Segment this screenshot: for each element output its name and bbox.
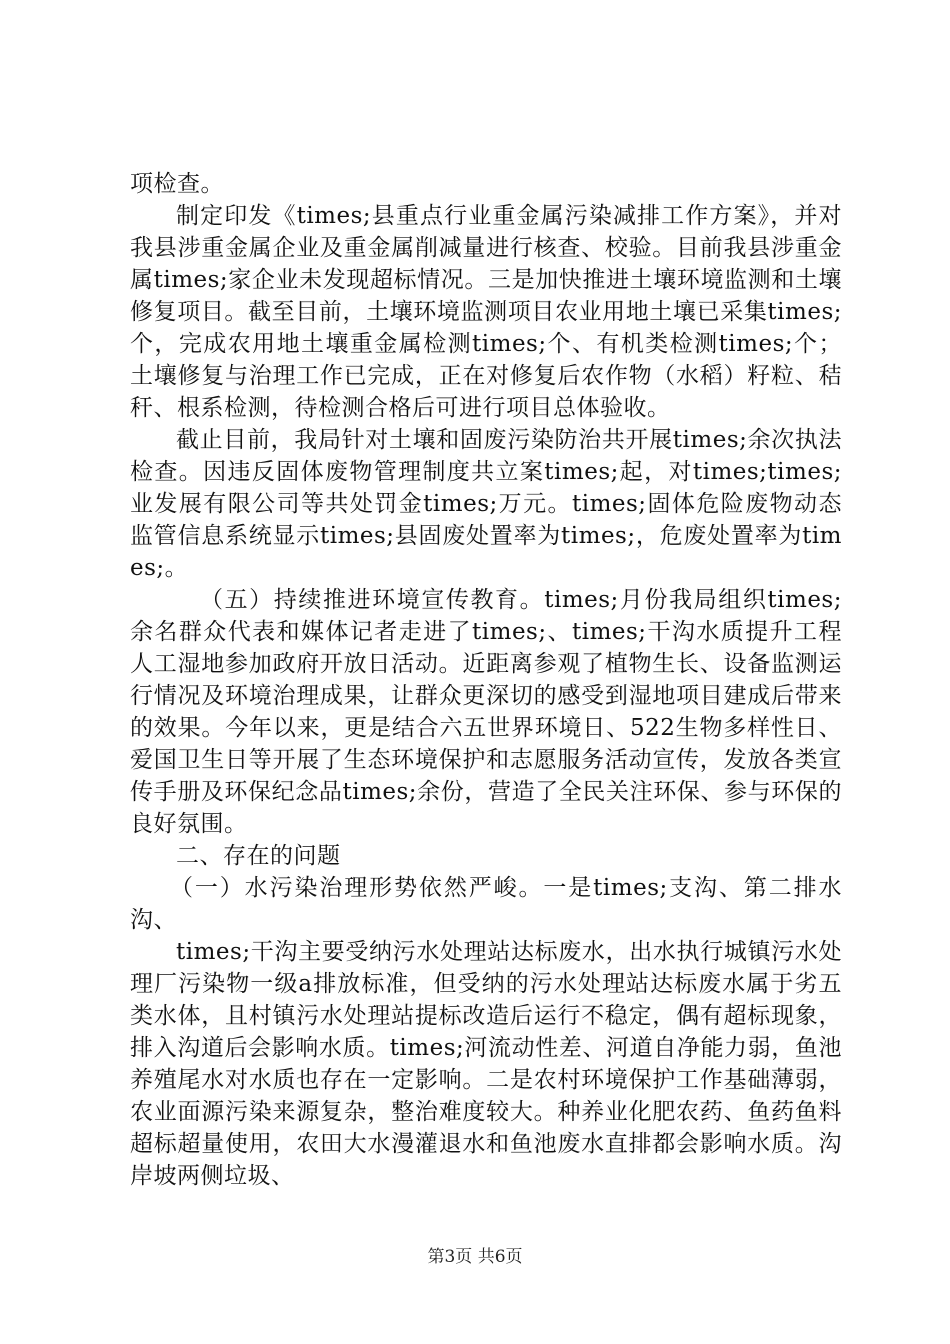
- paragraph-6: times;干沟主要受纳污水处理站达标废水，出水执行城镇污水处理厂污染物一级a排放标准，但受纳的污水处理站达标废水属于劣五类水体，且村镇污水处理站提标改造后运行不稳定，偶有超标现象，排入沟道后会影响水质。times;河流动性差、河道自净能力弱，鱼池养殖尾水对水质也存在一定影响。二是农村环境保护工作基础薄弱，农业面源污染来源复杂，整治难度较大。种养业化肥农药、鱼药鱼料超标超量使用，农田大水漫灌退水和鱼池废水直排都会影响水质。沟岸坡两侧垃圾、: [130, 939, 842, 1189]
- page-footer: 第3页 共6页: [427, 1247, 523, 1267]
- section-heading: 二、存在的问题: [176, 843, 341, 869]
- paragraph-4: （五）持续推进环境宣传教育。times;月份我局组织times;余名群众代表和媒体记者走进了times;、times;干沟水质提升工程人工湿地参加政府开放日活动。近距离参观了植物生长、设备监测运行情况及环境治理成果，让群众更深切的感受到湿地项目建成后带来的效果。今年以来，更是结合六五世界环境日、522生物多样性日、爱国卫生日等开展了生态环境保护和志愿服务活动宣传，发放各类宣传手册及环保纪念品times;余份，营造了全民关注环保、参与环保的良好氛围。: [130, 587, 842, 837]
- document-body: [130, 168, 842, 1192]
- paragraph-5: （一）水污染治理形势依然严峻。一是times;支沟、第二排水沟、: [130, 875, 842, 933]
- paragraph-2: 制定印发《times;县重点行业重金属污染减排工作方案》，并对我县涉重金属企业及重金属削减量进行核查、校验。目前我县涉重金属times;家企业未发现超标情况。三是加快推进土壤环境监测和土壤修复项目。截至目前，土壤环境监测项目农业用地土壤已采集times;个，完成农用地土壤重金属检测times;个、有机类检测times;个；土壤修复与治理工作已完成，正在对修复后农作物（水稻）籽粒、秸秆、根系检测，待检测合格后可进行项目总体验收。: [130, 203, 842, 421]
- paragraph-3: 截止目前，我局针对土壤和固废污染防治共开展times;余次执法检查。因违反固体废物管理制度共立案times;起，对times;times;业发展有限公司等共处罚金times;万元。times;固体危险废物动态监管信息系统显示times;县固废处置率为times;，危废处置率为times;。: [130, 427, 842, 581]
- paragraph-1: 项检查。: [130, 171, 224, 197]
